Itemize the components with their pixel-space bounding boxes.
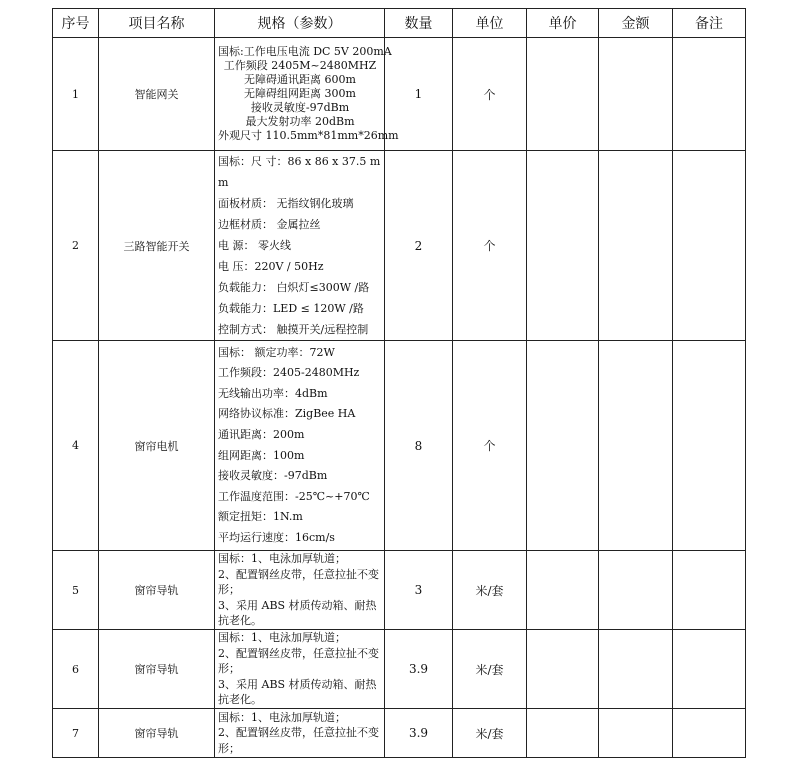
row-remark (673, 551, 746, 630)
row-spec (215, 151, 385, 341)
row-spec (215, 709, 385, 758)
row-item-name: 窗帘电机 (99, 341, 215, 551)
row-quantity: 2 (385, 151, 453, 341)
header-item-name: 项目名称 (99, 9, 215, 38)
spec-line: 网络协议标准：ZigBee HA (218, 407, 356, 421)
spec-line: 国标：1、电泳加厚轨道； (218, 631, 346, 645)
spec-line: 国标：1、电泳加厚轨道； (218, 552, 346, 566)
header-remark: 备注 (673, 9, 746, 38)
row-item-name: 智能网关 (99, 38, 215, 151)
spec-line: 负载能力：LED ≤ 120W /路 (218, 302, 364, 315)
row-item-name: 窗帘导轨 (99, 551, 215, 630)
spec-line: 接收灵敏度：-97dBm (218, 469, 328, 483)
row-unit-price (527, 630, 599, 709)
row-index: 1 (53, 38, 99, 151)
table-row (53, 341, 746, 551)
row-spec (215, 341, 385, 551)
row-spec (215, 38, 399, 151)
spec-line: 国标：尺 寸：86 x 86 x 37.5 mm (218, 155, 381, 189)
spec-line: 额定扭矩：1N.m (218, 510, 303, 524)
spec-line: 国标： 额定功率：72W (218, 345, 335, 359)
row-amount (599, 709, 673, 758)
row-unit: 个 (453, 151, 527, 341)
spec-line: 工作频段：2405-2480MHz (218, 366, 360, 380)
row-unit: 米/套 (453, 551, 527, 630)
spec-line: 外观尺寸 110.5mm*81mm*26mm (218, 129, 399, 142)
row-remark (673, 630, 746, 709)
row-unit-price (527, 151, 599, 341)
row-unit: 个 (453, 38, 527, 151)
spec-line: 通讯距离：200m (218, 427, 305, 441)
row-unit-price (527, 551, 599, 630)
row-remark (673, 151, 746, 341)
spec-line: 2、配置钢丝皮带，任意拉扯不变形； (218, 646, 379, 676)
table-row (53, 709, 746, 758)
quotation-table (52, 8, 746, 758)
spec-line: 国标：1、电泳加厚轨道； (218, 710, 346, 724)
row-remark (673, 341, 746, 551)
row-amount (599, 38, 673, 151)
table-row (53, 551, 746, 630)
row-remark (673, 38, 746, 151)
row-amount (599, 341, 673, 551)
spec-line: 2、配置钢丝皮带，任意拉扯不变形； (218, 567, 379, 597)
row-amount (599, 630, 673, 709)
header-unit-price: 单价 (527, 9, 599, 38)
row-unit-price (527, 341, 599, 551)
row-unit: 米/套 (453, 709, 527, 758)
row-unit: 米/套 (453, 630, 527, 709)
row-index: 5 (53, 551, 99, 630)
row-spec (215, 551, 385, 630)
spec-line: 工作温度范围：-25℃~+70℃ (218, 489, 370, 503)
row-item-name: 三路智能开关 (99, 151, 215, 341)
spec-line: 工作频段 2405M~2480MHZ (223, 59, 377, 72)
row-index: 6 (53, 630, 99, 709)
row-spec (215, 630, 385, 709)
spec-line: 边框材质： 金属拉丝 (218, 218, 321, 231)
spec-line: 接收灵敏度-97dBm (250, 101, 350, 114)
spec-line: 平均运行速度：16cm/s (218, 530, 335, 544)
spec-line: 3、采用 ABS 材质传动箱、耐热抗老化。 (218, 677, 377, 707)
spec-line: 无障碍通讯距离 600m (244, 73, 356, 86)
row-index: 2 (53, 151, 99, 341)
spec-line: 面板材质： 无指纹钢化玻璃 (218, 197, 354, 210)
spec-line: 3、采用 ABS 材质传动箱、耐热抗老化。 (218, 598, 377, 628)
spec-line: 电 源： 零火线 (218, 239, 291, 252)
header-quantity: 数量 (385, 9, 453, 38)
spec-line: 2、配置钢丝皮带，任意拉扯不变形； (218, 726, 379, 755)
header-row (53, 9, 746, 38)
row-unit: 个 (453, 341, 527, 551)
row-quantity: 3.9 (385, 709, 453, 758)
row-index: 7 (53, 709, 99, 758)
spec-line: 无障碍组网距离 300m (244, 87, 356, 100)
row-quantity: 1 (385, 38, 453, 151)
row-unit-price (527, 38, 599, 151)
header-spec: 规格（参数） (215, 9, 385, 38)
row-quantity: 3 (385, 551, 453, 630)
row-amount (599, 151, 673, 341)
header-index: 序号 (53, 9, 99, 38)
spec-line: 最大发射功率 20dBm (245, 115, 355, 128)
row-quantity: 3.9 (385, 630, 453, 709)
spec-line: 电 压：220V / 50Hz (218, 260, 324, 273)
spec-line: 无线输出功率：4dBm (218, 386, 328, 400)
header-unit: 单位 (453, 9, 527, 38)
spec-line: 控制方式： 触摸开关/远程控制 (218, 323, 369, 336)
header-amount: 金额 (599, 9, 673, 38)
row-index: 4 (53, 341, 99, 551)
spec-line: 负载能力： 白炽灯≤300W /路 (218, 281, 370, 294)
table-row (53, 151, 746, 341)
table-row (53, 630, 746, 709)
table-row (53, 38, 746, 151)
row-unit-price (527, 709, 599, 758)
row-item-name: 窗帘导轨 (99, 709, 215, 758)
spec-line: 国标:工作电压电流 DC 5V 200mA (218, 45, 392, 58)
spec-line: 组网距离：100m (218, 448, 305, 462)
row-remark (673, 709, 746, 758)
row-quantity: 8 (385, 341, 453, 551)
row-amount (599, 551, 673, 630)
row-item-name: 窗帘导轨 (99, 630, 215, 709)
